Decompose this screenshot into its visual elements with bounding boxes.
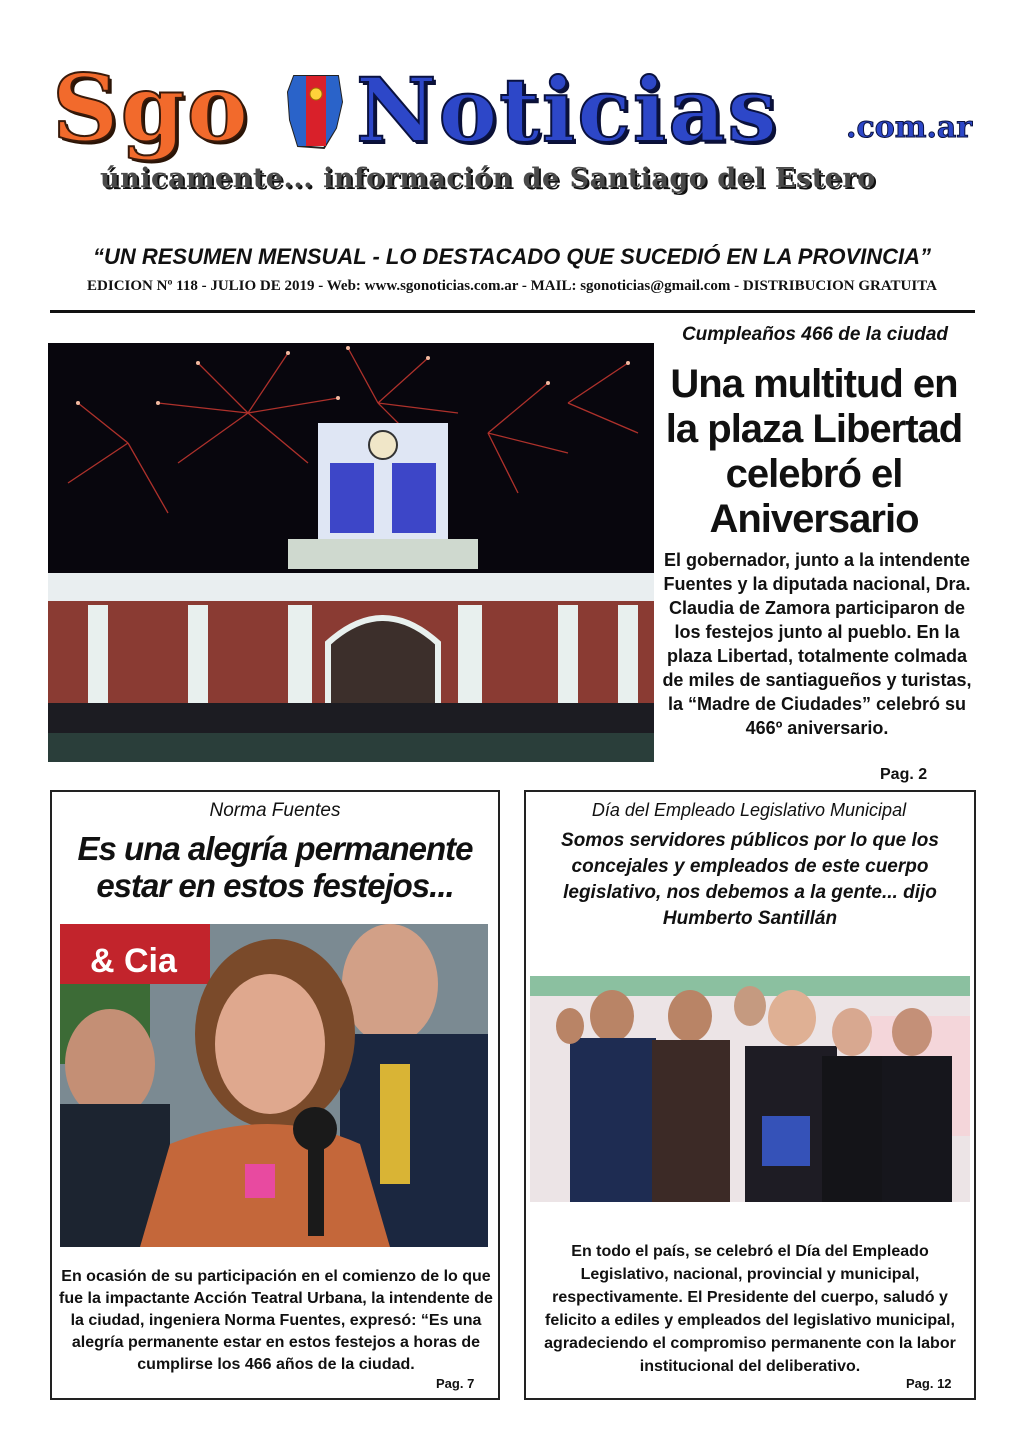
lead-photo: [48, 343, 654, 762]
story-left-headline[interactable]: Es una alegría permanente estar en estos festejos...: [77, 830, 473, 904]
story-right-photo: [530, 976, 970, 1202]
lead-body: El gobernador, junto a la intendente Fuentes y la diputada nacional, Dra. Claudia de Zamora participaron de los festejos junto al pueblo. En la plaza Libertad, totalmente colmada de miles de santiagueños y turistas, la “Madre de Ciudades” celebró su 466º aniversario.: [662, 550, 972, 738]
santiago-flag-icon: [284, 72, 348, 152]
lead-kicker: Cumpleaños 466 de la ciudad: [681, 324, 949, 345]
story-right-headline[interactable]: Somos servidores públicos por lo que los concejales y empleados de este cuerpo legislativo, nos debemos a la gente... dijo Humberto Santillán: [561, 830, 939, 929]
edition-line: EDICION Nº 118 - JULIO DE 2019 - Web: www.sgonoticias.com.ar - MAIL: sgonoticias@gmail.com - DISTRIBUCION GRATUITA: [87, 278, 937, 294]
government-house-fireworks-image: [48, 343, 654, 762]
story-left-photo: [60, 924, 488, 1247]
story-left-kicker: Norma Fuentes: [209, 800, 341, 821]
masthead-rule: [50, 310, 975, 313]
story-right-page-ref[interactable]: Pag. 12: [906, 1376, 952, 1391]
masthead-tagline: únicamente... información de Santiago del Estero: [100, 163, 876, 194]
story-right-body: En todo el país, se celebró el Día del Empleado Legislativo, nacional, provincial y municipal, respectivamente. El Presidente del cuerpo, saludó y felicito a ediles y empleados del legislativo municipal, agradeciendo el compromiso permanente con la labor institucional del deliberativo.: [544, 1243, 956, 1375]
logo-domain: .com.ar: [846, 110, 973, 145]
legislative-employees-group-image: [530, 976, 970, 1202]
story-left-body: En ocasión de su participación en el comienzo de lo que fue la impactante Acción Teatral Urbana, la intendente de la ciudad, ingeniera Norma Fuentes, expresó: “Es una alegría permanente estar en estos festejos a horas de cumplirse los 466 años de la ciudad.: [59, 1268, 493, 1373]
lead-headline[interactable]: Una multitud en la plaza Libertad celebró el Aniversario: [665, 362, 963, 541]
norma-fuentes-interview-image: [60, 924, 488, 1247]
store-sign: & Cia: [90, 942, 177, 980]
logo-sgo: Sgo: [52, 54, 251, 162]
lead-page-ref[interactable]: Pag. 2: [880, 766, 928, 783]
story-right-kicker: Día del Empleado Legislativo Municipal: [591, 800, 907, 820]
logo-noticias: Noticias: [356, 58, 779, 162]
summary-line: “UN RESUMEN MENSUAL - LO DESTACADO QUE SUCEDIÓ EN LA PROVINCIA”: [92, 244, 932, 269]
story-left-page-ref[interactable]: Pag. 7: [436, 1376, 475, 1391]
